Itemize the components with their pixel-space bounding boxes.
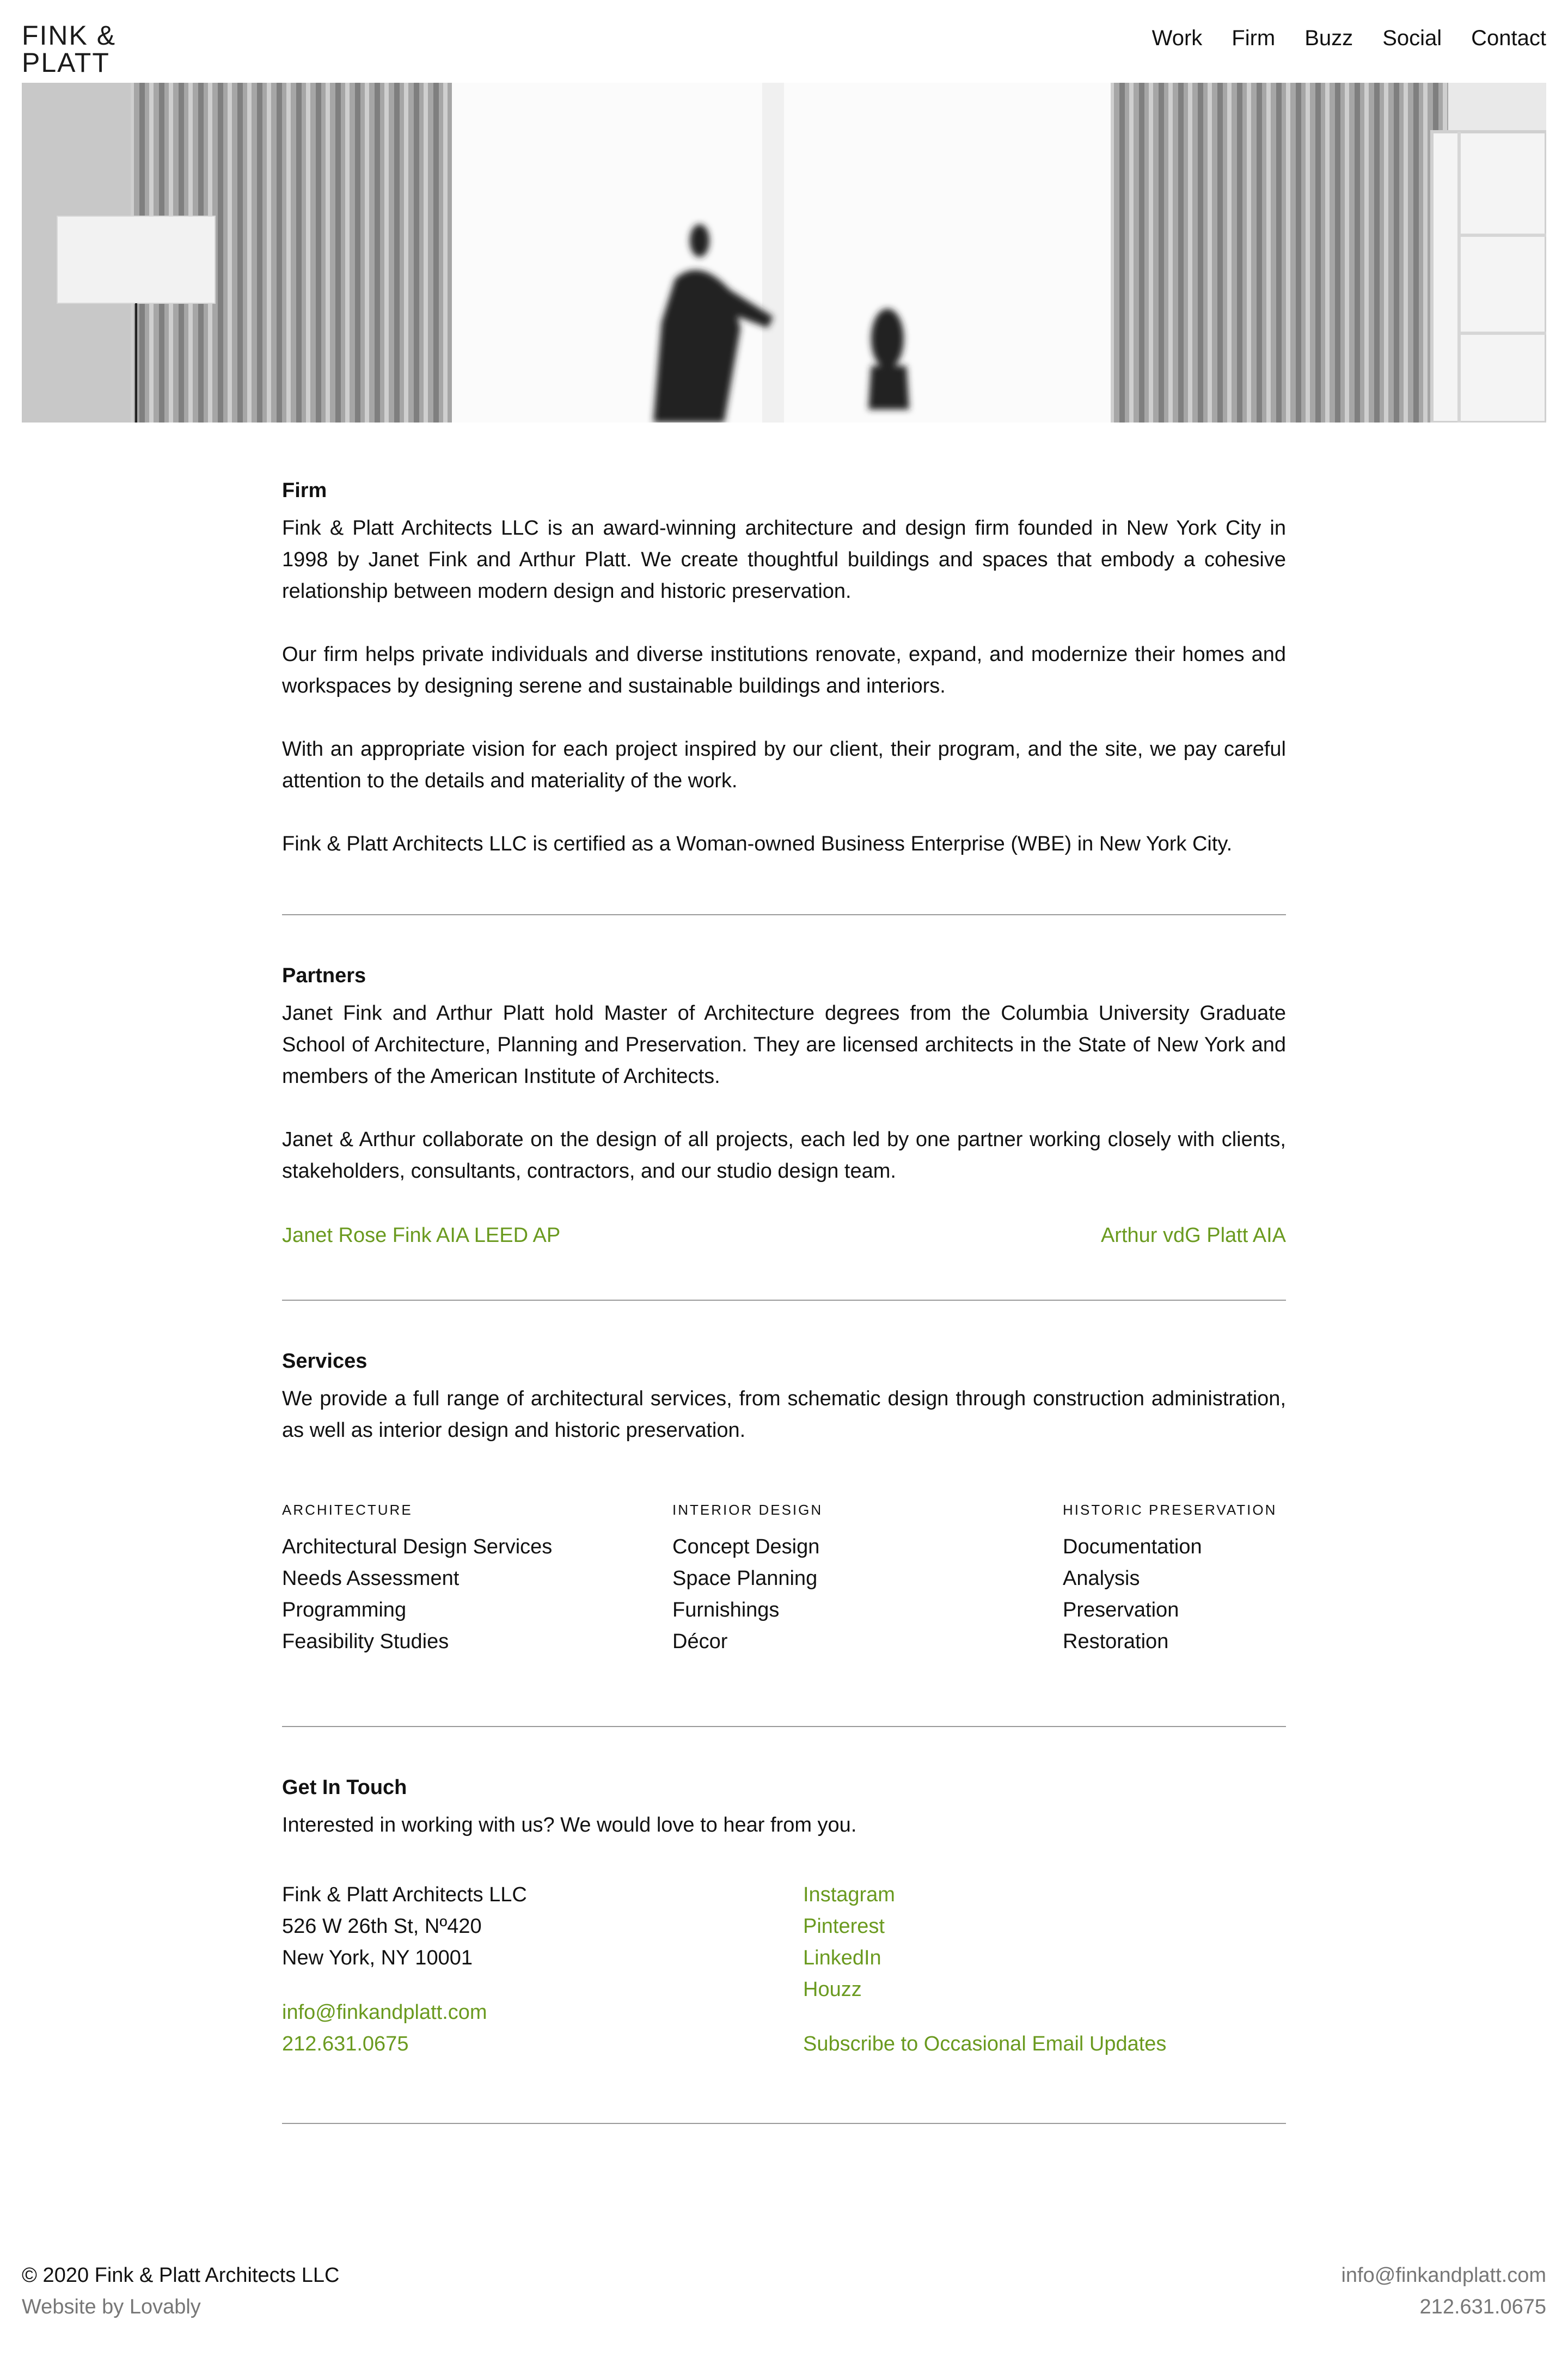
services-intro: We provide a full range of architectural services, from schematic design through construction administration, as well as interior design and historic preservation.: [282, 1387, 1286, 1442]
contact-address-column: [282, 1879, 803, 2060]
address-line: 526 W 26th St, Nº420: [282, 1915, 482, 1938]
services-section: [282, 1350, 1286, 1657]
partner-link-arthur[interactable]: Arthur vdG Platt AIA: [1100, 1224, 1286, 1247]
instagram-link[interactable]: Instagram: [803, 1883, 895, 1906]
subscribe-link[interactable]: Subscribe to Occasional Email Updates: [803, 2033, 1167, 2055]
hero-image: [22, 83, 1546, 423]
contact-social-column: [803, 1879, 1166, 2060]
contact-intro: Interested in working with us? We would love to hear from you.: [282, 1814, 857, 1836]
contact-phone-link[interactable]: 212.631.0675: [282, 2033, 409, 2055]
nav-contact[interactable]: Contact: [1471, 26, 1546, 50]
logo-wordmark: FINK & PLATT: [22, 20, 117, 78]
contact-details: [282, 1879, 1286, 2060]
services-column-interior-design: [672, 1494, 1063, 1657]
nav-firm[interactable]: Firm: [1232, 26, 1276, 50]
partner-link-janet[interactable]: Janet Rose Fink AIA LEED AP: [282, 1224, 561, 1247]
firm-paragraph-4: Fink & Platt Architects LLC is certified as a Woman-owned Business Enterprise (WBE) in New York City.: [282, 832, 1233, 855]
services-column-title: ARCHITECTURE: [282, 1502, 413, 1518]
divider: [282, 2123, 1286, 2124]
contact-email-link[interactable]: info@finkandplatt.com: [282, 2001, 487, 2024]
service-item: Needs Assessment: [282, 1567, 460, 1590]
firm-heading: Firm: [282, 479, 327, 502]
services-column-title: INTERIOR DESIGN: [672, 1502, 823, 1518]
service-item: Restoration: [1063, 1630, 1169, 1653]
main-content: [282, 479, 1286, 2124]
service-item: Furnishings: [672, 1599, 780, 1621]
partner-links: [282, 1224, 1286, 1247]
firm-paragraph-2: Our firm helps private individuals and diverse institutions renovate, expand, and modernize their homes and workspaces by designing serene and sustainable buildings and interiors.: [282, 643, 1286, 697]
contact-section: [282, 1776, 1286, 2060]
footer-email-link[interactable]: info@finkandplatt.com: [1341, 2264, 1546, 2287]
divider: [282, 914, 1286, 915]
footer-right: [1341, 2260, 1546, 2323]
partners-heading: Partners: [282, 964, 366, 987]
service-item: Feasibility Studies: [282, 1630, 449, 1653]
divider: [282, 1726, 1286, 1727]
firm-paragraph-3: With an appropriate vision for each project inspired by our client, their program, and the site, we pay careful attention to the details and materiality of the work.: [282, 738, 1286, 792]
footer-credit-link[interactable]: Website by Lovably: [22, 2295, 201, 2318]
houzz-link[interactable]: Houzz: [803, 1978, 862, 2001]
footer-copyright: © 2020 Fink & Platt Architects LLC: [22, 2264, 340, 2287]
partners-paragraph-1: Janet Fink and Arthur Platt hold Master of Architecture degrees from the Columbia University Graduate School of Architecture, Planning and Preservation. They are licensed architects in the State of New York and members of the American Institute of Architects.: [282, 1002, 1286, 1088]
service-item: Documentation: [1063, 1535, 1202, 1558]
partners-paragraph-2: Janet & Arthur collaborate on the design of all projects, each led by one partner working closely with clients, stakeholders, consultants, contractors, and our studio design team.: [282, 1128, 1286, 1183]
partners-section: [282, 964, 1286, 1247]
nav-buzz[interactable]: Buzz: [1304, 26, 1353, 50]
service-item: Space Planning: [672, 1567, 818, 1590]
firm-paragraph-1: Fink & Platt Architects LLC is an award-winning architecture and design firm founded in New York City in 1998 by Janet Fink and Arthur Platt. We create thoughtful buildings and spaces that embody a cohesive relationship between modern design and historic preservation.: [282, 517, 1286, 603]
address-line: New York, NY 10001: [282, 1946, 473, 1969]
service-item: Concept Design: [672, 1535, 820, 1558]
hero-illustration: [22, 83, 1546, 423]
footer-phone-link[interactable]: 212.631.0675: [1419, 2295, 1546, 2318]
services-column-title: HISTORIC PRESERVATION: [1063, 1502, 1277, 1518]
main-nav: [1152, 26, 1546, 51]
service-item: Architectural Design Services: [282, 1535, 553, 1558]
services-column-architecture: [282, 1494, 672, 1657]
service-item: Analysis: [1063, 1567, 1140, 1590]
nav-work[interactable]: Work: [1152, 26, 1203, 50]
pinterest-link[interactable]: Pinterest: [803, 1915, 885, 1938]
linkedin-link[interactable]: LinkedIn: [803, 1946, 881, 1969]
services-columns: [282, 1494, 1286, 1657]
firm-section: [282, 479, 1286, 860]
services-heading: Services: [282, 1350, 367, 1373]
nav-social[interactable]: Social: [1382, 26, 1442, 50]
service-item: Décor: [672, 1630, 728, 1653]
services-column-historic-preservation: [1063, 1494, 1277, 1657]
divider: [282, 1300, 1286, 1301]
service-item: Preservation: [1063, 1599, 1179, 1621]
service-item: Programming: [282, 1599, 407, 1621]
address-line: Fink & Platt Architects LLC: [282, 1883, 527, 1906]
contact-heading: Get In Touch: [282, 1776, 407, 1799]
footer-left: [22, 2260, 340, 2323]
